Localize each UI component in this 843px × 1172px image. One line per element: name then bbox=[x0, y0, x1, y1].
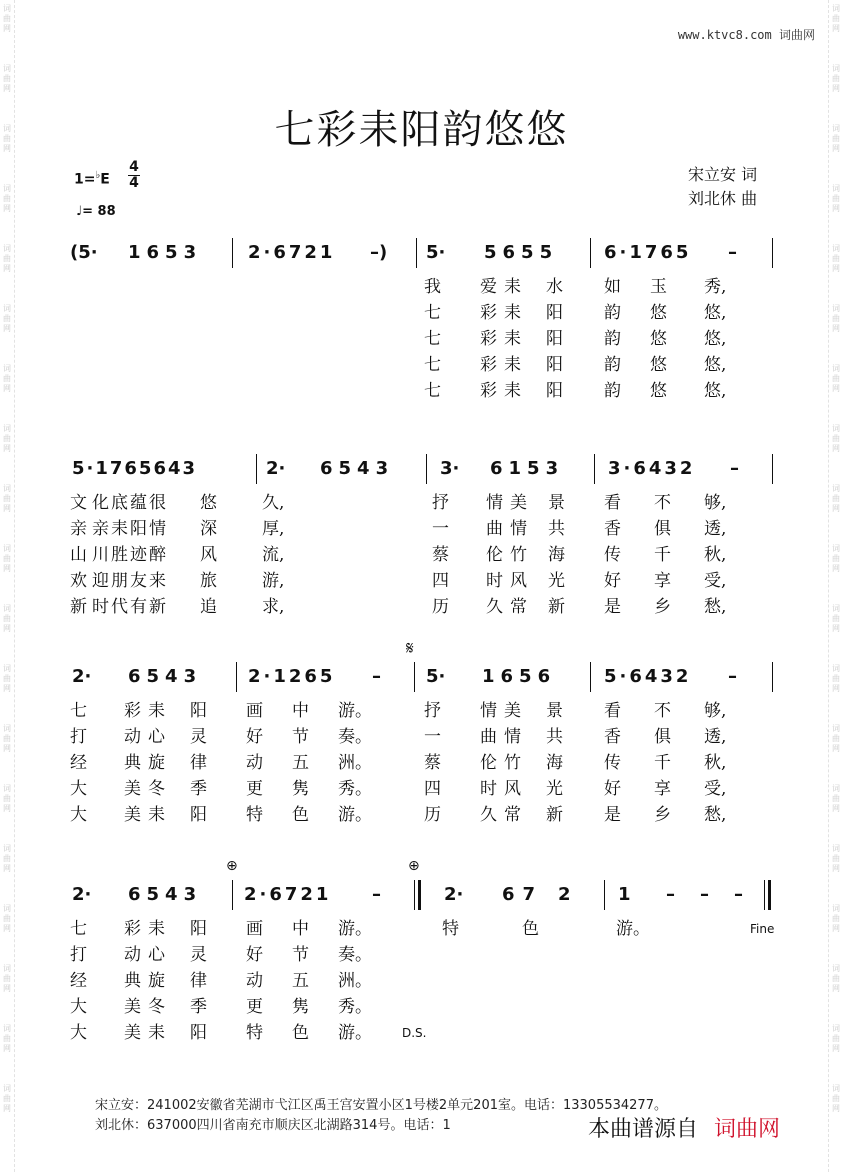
composer-credit: 刘北休 曲 bbox=[688, 189, 758, 208]
note-group: 2·6721 bbox=[248, 242, 336, 263]
watermark-text: 词曲网 bbox=[3, 544, 11, 573]
note-group: 2·1265 bbox=[248, 666, 336, 687]
note-group: 1656 bbox=[482, 666, 557, 687]
watermark-text: 词曲网 bbox=[3, 1084, 11, 1113]
fine-marker: Fine bbox=[750, 922, 775, 936]
barline bbox=[604, 880, 605, 910]
note-group: 6153 bbox=[490, 458, 565, 479]
watermark-text: 词曲网 bbox=[3, 664, 11, 693]
watermark-text: 词曲网 bbox=[832, 64, 840, 93]
tempo-marking: ♩= 88 bbox=[76, 204, 116, 219]
right-watermark-strip bbox=[828, 0, 843, 1172]
watermark-text: 词曲网 bbox=[3, 904, 11, 933]
barline bbox=[416, 238, 417, 268]
note-group: – bbox=[372, 884, 381, 905]
note-group: 1 bbox=[618, 884, 631, 905]
watermark-text: 词曲网 bbox=[832, 724, 840, 753]
watermark-text: 词曲网 bbox=[832, 784, 840, 813]
barline bbox=[590, 238, 591, 268]
watermark-text: 词曲网 bbox=[3, 604, 11, 633]
note-group: 2· bbox=[72, 884, 92, 905]
note-group: 2· bbox=[72, 666, 92, 687]
note-group: 5655 bbox=[484, 242, 559, 263]
watermark-text: 词曲网 bbox=[3, 244, 11, 273]
barline bbox=[232, 238, 233, 268]
watermark-text: 词曲网 bbox=[832, 184, 840, 213]
watermark-text: 词曲网 bbox=[3, 964, 11, 993]
watermark-text: 词曲网 bbox=[832, 904, 840, 933]
watermark-text: 词曲网 bbox=[832, 844, 840, 873]
note-group: – bbox=[666, 884, 675, 905]
time-signature: 4 4 bbox=[129, 159, 139, 191]
note-group: – bbox=[700, 884, 709, 905]
note-group: 3· bbox=[440, 458, 460, 479]
ds-marker: D.S. bbox=[402, 1026, 427, 1040]
lyricist-address: 宋立安：241002安徽省芜湖市弋江区禹王宫安置小区1号楼2单元201室。电话：13305534277。 bbox=[95, 1098, 667, 1113]
barline bbox=[232, 880, 233, 910]
note-group: – bbox=[730, 458, 739, 479]
note-group: 2 bbox=[558, 884, 571, 905]
barline bbox=[772, 238, 773, 268]
note-group: 2·6721 bbox=[244, 884, 332, 905]
note-group: –) bbox=[370, 242, 388, 263]
barline bbox=[594, 454, 595, 484]
song-title: 七彩耒阳韵悠悠 bbox=[274, 107, 569, 153]
barline bbox=[426, 454, 427, 484]
watermark-text: 词曲网 bbox=[832, 424, 840, 453]
watermark-text: 词曲网 bbox=[832, 604, 840, 633]
note-group: 6543 bbox=[128, 884, 203, 905]
watermark-text: 词曲网 bbox=[3, 64, 11, 93]
watermark-text: 词曲网 bbox=[3, 124, 11, 153]
watermark-text: 词曲网 bbox=[832, 304, 840, 333]
watermark-text: 词曲网 bbox=[3, 4, 11, 33]
watermark-text: 词曲网 bbox=[832, 1024, 840, 1053]
note-group: 5· bbox=[426, 242, 446, 263]
barline bbox=[772, 662, 773, 692]
watermark-text: 词曲网 bbox=[3, 844, 11, 873]
key-signature: 1=♭E bbox=[74, 170, 110, 188]
watermark-text: 词曲网 bbox=[3, 304, 11, 333]
watermark-text: 词曲网 bbox=[832, 244, 840, 273]
note-group: (5· bbox=[70, 242, 98, 263]
watermark-text: 词曲网 bbox=[832, 364, 840, 393]
watermark-text: 词曲网 bbox=[832, 4, 840, 33]
note-group: – bbox=[372, 666, 381, 687]
left-watermark-strip bbox=[0, 0, 15, 1172]
note-group: 2· bbox=[266, 458, 286, 479]
coda-sign: ⊕ bbox=[408, 858, 420, 874]
source-note: 本曲谱源自 词曲网 bbox=[588, 1117, 781, 1142]
barline bbox=[256, 454, 257, 484]
note-group: 6·1765 bbox=[604, 242, 692, 263]
note-group: 5·6432 bbox=[604, 666, 692, 687]
repeat-barline bbox=[414, 880, 421, 910]
note-group: 6543 bbox=[320, 458, 395, 479]
final-barline bbox=[764, 880, 771, 910]
watermark-text: 词曲网 bbox=[3, 484, 11, 513]
watermark-text: 词曲网 bbox=[832, 964, 840, 993]
note-group: 5· bbox=[426, 666, 446, 687]
watermark-text: 词曲网 bbox=[3, 364, 11, 393]
barline bbox=[414, 662, 415, 692]
watermark-text: 词曲网 bbox=[832, 544, 840, 573]
note-group: 6543 bbox=[128, 666, 203, 687]
note-group: 67 bbox=[502, 884, 544, 905]
watermark-text: 词曲网 bbox=[3, 784, 11, 813]
lyricist-credit: 宋立安 词 bbox=[688, 165, 758, 184]
barline bbox=[590, 662, 591, 692]
segno-sign: 𝄋 bbox=[406, 638, 414, 659]
watermark-text: 词曲网 bbox=[832, 124, 840, 153]
watermark-text: 词曲网 bbox=[3, 724, 11, 753]
site-url[interactable]: www.ktvc8.com 词曲网 bbox=[677, 28, 815, 42]
composer-address: 刘北休：637000四川省南充市顺庆区北湖路314号。电话：1 bbox=[95, 1118, 451, 1133]
source-site-link[interactable]: 词曲网 bbox=[714, 1117, 781, 1142]
watermark-text: 词曲网 bbox=[3, 1024, 11, 1053]
note-group: – bbox=[728, 666, 737, 687]
watermark-text: 词曲网 bbox=[832, 664, 840, 693]
note-group: – bbox=[734, 884, 743, 905]
coda-sign: ⊕ bbox=[226, 858, 238, 874]
note-group: 1653 bbox=[128, 242, 203, 263]
note-group: – bbox=[728, 242, 737, 263]
watermark-text: 词曲网 bbox=[832, 484, 840, 513]
note-group: 2· bbox=[444, 884, 464, 905]
note-group: 5·1765643 bbox=[72, 458, 198, 479]
watermark-text: 词曲网 bbox=[3, 424, 11, 453]
note-group: 3·6432 bbox=[608, 458, 696, 479]
barline bbox=[772, 454, 773, 484]
watermark-text: 词曲网 bbox=[3, 184, 11, 213]
watermark-text: 词曲网 bbox=[832, 1084, 840, 1113]
barline bbox=[236, 662, 237, 692]
